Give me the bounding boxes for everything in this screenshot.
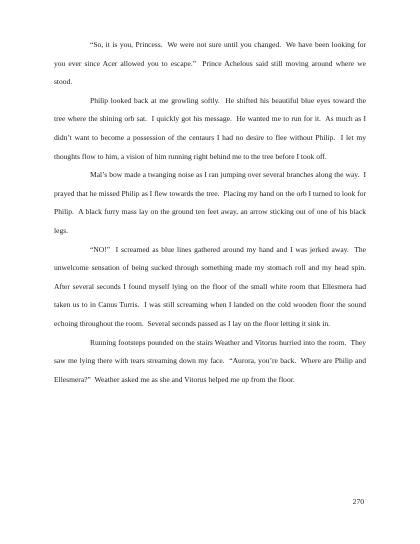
paragraph-2: Philip looked back at me growling softly. He shifted his beautiful blue eyes toward the tree where the shining orb sat. I quickly got his message. He wanted me to run for it. As much as I didn’t want to become a possession of the centaurs I had no desire to flee without Philip. I let my thoughts flow to him, a vision of him running right behind me to the tree before I took off. [54,95,368,161]
page-body [54,36,370,389]
page-number: 270 [352,497,364,506]
paragraph-1: “So, it is you, Princess. We were not sure until you changed. We have been looking for you ever since Acer allowed you to escape.” Prince Achelous said still moving around where we stood. [54,40,368,87]
paragraph-5: Running footsteps pounded on the stairs Weather and Vitorus hurried into the room. They saw me lying there with tears streaming down my face. “Aurora, you’re back. Where are Philip and Ellesmera?” Weather asked me as she and Vitorus helped me up from the floor. [54,337,368,384]
paragraph-4: “NO!” I screamed as blue lines gathered around my hand and I was jerked away. The unwelcome sensation of being sucked through something made my stomach roll and my head spin. After several seconds I found myself lying on the floor of the small white room that Ellesmera had taken us to in Canus Turris. I was still screaming when I landed on the cold wooden floor the sound echoing throughout the room. Several seconds passed as I lay on the floor letting it sink in. [54,244,370,328]
paragraph-3: Mal’s bow made a twanging noise as I ran jumping over several branches along the way. I prayed that he missed Philip as I flew towards the tree. Placing my hand on the orb I turned to look for Philip. A black furry mass lay on the ground ten feet away, an arrow sticking out of one of his black legs. [54,170,368,235]
